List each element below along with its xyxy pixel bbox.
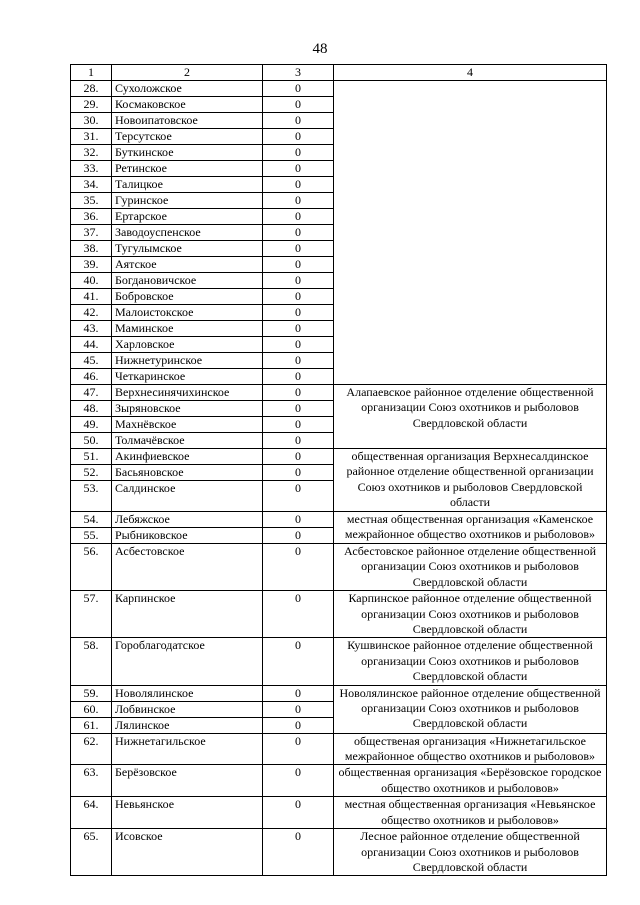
table-row (71, 733, 607, 765)
table-row (71, 797, 607, 829)
row-value: 0 (263, 321, 334, 337)
table-row (71, 638, 607, 685)
organization-cell: общественная организация Верхнесалдинское районное отделение общественной организации Союз охотников и рыболовов Свердловской области (334, 449, 607, 512)
row-number: 64. (71, 797, 112, 829)
row-number: 40. (71, 273, 112, 289)
row-value: 0 (263, 685, 334, 701)
row-number: 35. (71, 193, 112, 209)
row-number: 37. (71, 225, 112, 241)
row-number: 33. (71, 161, 112, 177)
row-number: 44. (71, 337, 112, 353)
district-name: Махнёвское (112, 417, 263, 433)
organization-cell: Алапаевское районное отделение общественной организации Союз охотников и рыболовов Свердловской области (334, 385, 607, 449)
row-value: 0 (263, 113, 334, 129)
row-number: 46. (71, 369, 112, 385)
district-name: Бобровское (112, 289, 263, 305)
row-number: 49. (71, 417, 112, 433)
district-name: Акинфиевское (112, 449, 263, 465)
header-col-4: 4 (334, 65, 607, 81)
row-value: 0 (263, 273, 334, 289)
district-name: Асбестовское (112, 544, 263, 591)
row-number: 55. (71, 528, 112, 544)
row-value: 0 (263, 401, 334, 417)
organization-cell: Кушвинское районное отделение общественной организации Союз охотников и рыболовов Свердловской области (334, 638, 607, 685)
table-row (71, 685, 607, 701)
district-name: Заводоуспенское (112, 225, 263, 241)
row-value: 0 (263, 145, 334, 161)
district-name: Тугулымское (112, 241, 263, 257)
district-name: Новолялинское (112, 685, 263, 701)
table-row (71, 591, 607, 638)
district-name: Гороблагодатское (112, 638, 263, 685)
district-name: Невьянское (112, 797, 263, 829)
row-number: 30. (71, 113, 112, 129)
row-value: 0 (263, 591, 334, 638)
district-name: Маминское (112, 321, 263, 337)
row-value: 0 (263, 305, 334, 321)
district-name: Талицкое (112, 177, 263, 193)
row-number: 54. (71, 512, 112, 528)
row-number: 63. (71, 765, 112, 797)
row-value: 0 (263, 209, 334, 225)
row-value: 0 (263, 97, 334, 113)
table-row (71, 449, 607, 465)
row-value: 0 (263, 465, 334, 481)
row-value: 0 (263, 638, 334, 685)
organization-cell (334, 81, 607, 385)
row-value: 0 (263, 765, 334, 797)
district-name: Малоистокское (112, 305, 263, 321)
row-value: 0 (263, 225, 334, 241)
row-value: 0 (263, 829, 334, 876)
row-number: 43. (71, 321, 112, 337)
row-number: 42. (71, 305, 112, 321)
district-name: Рыбниковское (112, 528, 263, 544)
header-col-1: 1 (71, 65, 112, 81)
organization-cell: Новолялинское районное отделение общественной организации Союз охотников и рыболовов Свердловской области (334, 685, 607, 733)
district-name: Новоипатовское (112, 113, 263, 129)
row-value: 0 (263, 797, 334, 829)
row-number: 41. (71, 289, 112, 305)
row-value: 0 (263, 385, 334, 401)
row-value: 0 (263, 353, 334, 369)
organization-cell: местная общественная организация «Невьянское общество охотников и рыболовов» (334, 797, 607, 829)
row-number: 36. (71, 209, 112, 225)
district-name: Терсутское (112, 129, 263, 145)
organization-cell: общественная организация «Берёзовское городское общество охотников и рыболовов» (334, 765, 607, 797)
row-number: 62. (71, 733, 112, 765)
district-name: Салдинское (112, 481, 263, 512)
row-value: 0 (263, 193, 334, 209)
table-row (71, 385, 607, 401)
district-name: Лебяжское (112, 512, 263, 528)
row-number: 52. (71, 465, 112, 481)
row-number: 38. (71, 241, 112, 257)
district-name: Лялинское (112, 717, 263, 733)
table-row (71, 81, 607, 97)
header-col-2: 2 (112, 65, 263, 81)
row-number: 31. (71, 129, 112, 145)
organization-cell: общественая организация «Нижнетагильское межрайонное общество охотников и рыболовов» (334, 733, 607, 765)
row-value: 0 (263, 512, 334, 528)
table-header-row (71, 65, 607, 81)
row-value: 0 (263, 701, 334, 717)
district-name: Гуринское (112, 193, 263, 209)
district-name: Четкаринское (112, 369, 263, 385)
row-number: 45. (71, 353, 112, 369)
district-name: Сухоложское (112, 81, 263, 97)
hunting-grounds-table (70, 64, 607, 876)
organization-cell: Лесное районное отделение общественной организации Союз охотников и рыболовов Свердловской области (334, 829, 607, 876)
district-name: Берёзовское (112, 765, 263, 797)
row-number: 32. (71, 145, 112, 161)
row-number: 28. (71, 81, 112, 97)
row-number: 59. (71, 685, 112, 701)
row-number: 57. (71, 591, 112, 638)
organization-cell: Асбестовское районное отделение общественной организации Союз охотников и рыболовов Свердловской области (334, 544, 607, 591)
row-number: 47. (71, 385, 112, 401)
row-value: 0 (263, 544, 334, 591)
row-value: 0 (263, 337, 334, 353)
row-number: 58. (71, 638, 112, 685)
row-value: 0 (263, 177, 334, 193)
district-name: Аятское (112, 257, 263, 273)
district-name: Нижнетагильское (112, 733, 263, 765)
district-name: Ретинское (112, 161, 263, 177)
district-name: Басьяновское (112, 465, 263, 481)
row-number: 39. (71, 257, 112, 273)
district-name: Буткинское (112, 145, 263, 161)
row-value: 0 (263, 161, 334, 177)
row-value: 0 (263, 81, 334, 97)
row-number: 56. (71, 544, 112, 591)
row-number: 48. (71, 401, 112, 417)
district-name: Харловское (112, 337, 263, 353)
row-value: 0 (263, 433, 334, 449)
organization-cell: Карпинское районное отделение общественной организации Союз охотников и рыболовов Свердловской области (334, 591, 607, 638)
row-value: 0 (263, 733, 334, 765)
district-name: Лобвинское (112, 701, 263, 717)
district-name: Нижнетуринское (112, 353, 263, 369)
row-number: 29. (71, 97, 112, 113)
row-value: 0 (263, 417, 334, 433)
district-name: Карпинское (112, 591, 263, 638)
row-number: 51. (71, 449, 112, 465)
row-value: 0 (263, 717, 334, 733)
row-value: 0 (263, 129, 334, 145)
row-value: 0 (263, 257, 334, 273)
row-value: 0 (263, 449, 334, 465)
district-name: Космаковское (112, 97, 263, 113)
row-value: 0 (263, 241, 334, 257)
district-name: Толмачёвское (112, 433, 263, 449)
row-number: 61. (71, 717, 112, 733)
row-number: 50. (71, 433, 112, 449)
row-number: 53. (71, 481, 112, 512)
header-col-3: 3 (263, 65, 334, 81)
row-number: 34. (71, 177, 112, 193)
table-row (71, 829, 607, 876)
district-name: Ертарское (112, 209, 263, 225)
district-name: Зыряновское (112, 401, 263, 417)
row-number: 60. (71, 701, 112, 717)
organization-cell: местная общественная организация «Каменское межрайонное общество охотников и рыболовов» (334, 512, 607, 544)
district-name: Верхнесинячихинское (112, 385, 263, 401)
row-value: 0 (263, 528, 334, 544)
table-row (71, 544, 607, 591)
row-value: 0 (263, 289, 334, 305)
row-value: 0 (263, 481, 334, 512)
table-row (71, 512, 607, 528)
page-number: 48 (312, 41, 328, 57)
row-number: 65. (71, 829, 112, 876)
district-name: Исовское (112, 829, 263, 876)
table-row (71, 765, 607, 797)
row-value: 0 (263, 369, 334, 385)
district-name: Богдановичское (112, 273, 263, 289)
